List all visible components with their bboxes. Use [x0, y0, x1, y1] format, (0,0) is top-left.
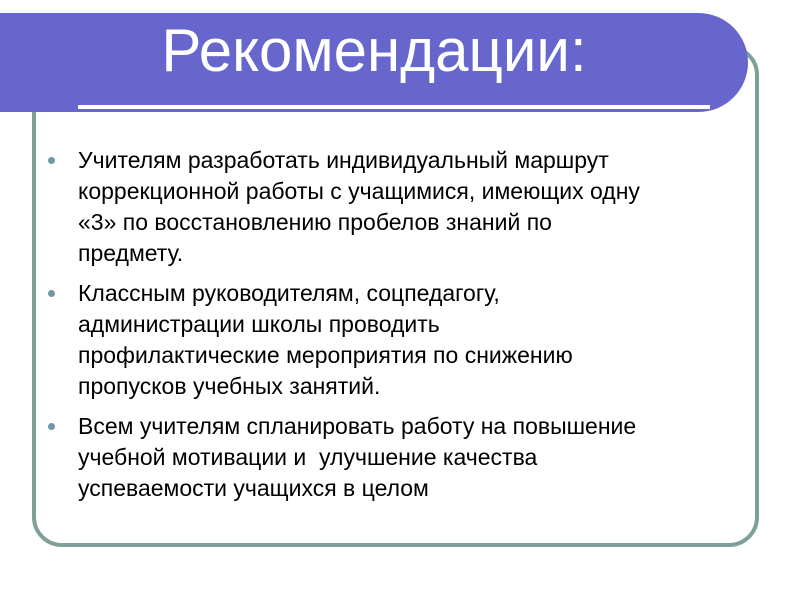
bullet-dot-icon: [48, 290, 55, 297]
bullet-list: [48, 145, 748, 513]
title-underline: [78, 105, 710, 109]
bullet-text-line: Классным руководителям, соцпедагогу,: [78, 280, 500, 306]
bullet-text-line: администрации школы проводить: [78, 311, 440, 337]
bullet-text-line: успеваемости учащихся в целом: [78, 475, 429, 501]
bullet-item: [48, 411, 748, 504]
bullet-text-line: учебной мотивации и улучшение качества: [78, 444, 538, 470]
bullet-item: [48, 278, 748, 402]
bullet-dot-icon: [48, 423, 55, 430]
bullet-text-line: Учителям разработать индивидуальный маршрут: [78, 147, 609, 173]
bullet-dot-icon: [48, 157, 55, 164]
bullet-text-line: пропусков учебных занятий.: [78, 373, 381, 399]
bullet-text-line: «3» по восстановлению пробелов знаний по: [78, 209, 552, 235]
slide-title: Рекомендации:: [161, 17, 587, 84]
bullet-text-line: предмету.: [78, 240, 184, 266]
bullet-item: [48, 145, 748, 269]
bullet-text-line: коррекционной работы с учащимися, имеющих одну: [78, 178, 640, 204]
bullet-text-line: профилактические мероприятия по снижению: [78, 342, 573, 368]
bullet-text-line: Всем учителям спланировать работу на повышение: [78, 413, 637, 439]
